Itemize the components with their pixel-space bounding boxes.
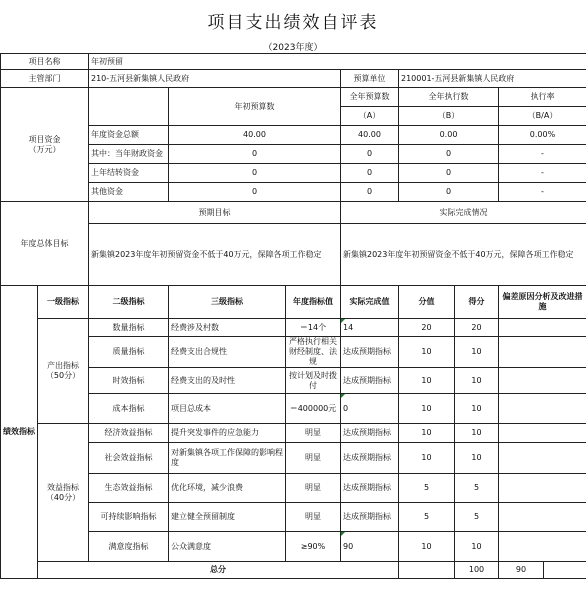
project-name-value: 年初预留 <box>89 54 586 70</box>
initial-budget-header: 年初预算数 <box>169 88 341 126</box>
fund-annual: 0 <box>341 164 399 183</box>
page-title: 项目支出绩效自评表 <box>207 13 379 33</box>
target-cell: 明显 <box>286 443 341 474</box>
level3-cell: 优化环境，减少浪费 <box>169 474 286 503</box>
reason-cell <box>499 443 586 474</box>
funds-label: 项目资金 （万元） <box>1 88 89 202</box>
indicator-row <box>1 319 586 337</box>
output-indicator-label: 产出指标（50分） <box>38 319 89 424</box>
reason-cell <box>499 368 586 394</box>
department-row <box>1 70 586 88</box>
level3-cell: 项目总成本 <box>169 394 286 424</box>
fund-rate: - <box>499 145 586 164</box>
fund-initial: 0 <box>169 164 341 183</box>
level2-cell: 时效指标 <box>89 368 169 394</box>
goals-label: 年度总体目标 <box>1 202 89 286</box>
project-name-label: 项目名称 <box>1 54 89 70</box>
score-cell: 10 <box>455 443 499 474</box>
budget-unit-label: 预算单位 <box>341 70 399 88</box>
indicators-label: 绩效指标 <box>1 286 38 579</box>
indicator-row <box>1 424 586 443</box>
fund-initial: 0 <box>169 183 341 202</box>
indicators-header-row <box>1 286 586 319</box>
department-label: 主管部门 <box>1 70 89 88</box>
total-label: 总分 <box>38 562 399 579</box>
score-cell: 10 <box>455 424 499 443</box>
target-cell: 明显 <box>286 474 341 503</box>
evaluation-table <box>0 53 586 579</box>
target-cell: 按计划及时拨付 <box>286 368 341 394</box>
level2-header: 二级指标 <box>89 286 169 319</box>
actual-value-cell: 达成预期指标 <box>341 337 399 368</box>
level2-cell: 可持续影响指标 <box>89 503 169 532</box>
goals-header-row <box>1 202 586 224</box>
level3-cell: 经费支出合规性 <box>169 337 286 368</box>
target-cell: ＝14个 <box>286 319 341 337</box>
reason-cell <box>499 337 586 368</box>
goals-content-row <box>1 224 586 286</box>
funds-row <box>1 126 586 145</box>
indicator-row <box>1 503 586 532</box>
fund-executed: 0 <box>399 164 499 183</box>
full-score-cell: 10 <box>399 532 455 562</box>
benefit-indicator-label: 效益指标（40分） <box>38 424 89 562</box>
actual-value-header: 实际完成值 <box>341 286 399 319</box>
fund-initial: 40.00 <box>169 126 341 145</box>
actual-value-cell: 达成预期指标 <box>341 503 399 532</box>
level2-cell: 满意度指标 <box>89 532 169 562</box>
score-cell: 10 <box>455 368 499 394</box>
target-cell: 明显 <box>286 424 341 443</box>
actual-value-cell: 达成预期指标 <box>341 443 399 474</box>
full-score-cell: 10 <box>399 368 455 394</box>
target-cell: 明显 <box>286 503 341 532</box>
expected-goal-header: 预期目标 <box>89 202 341 224</box>
annual-budget-code: （A） <box>341 107 399 126</box>
actual-value-cell: 14 <box>341 319 399 337</box>
level2-cell: 经济效益指标 <box>89 424 169 443</box>
indicator-row <box>1 474 586 503</box>
level2-cell: 成本指标 <box>89 394 169 424</box>
full-score-cell: 10 <box>399 394 455 424</box>
actual-value-cell: 达成预期指标 <box>341 474 399 503</box>
rate-code: （B/A） <box>499 107 586 126</box>
fund-name: 其他资金 <box>89 183 169 202</box>
full-score-cell: 20 <box>399 319 455 337</box>
score-cell: 10 <box>455 532 499 562</box>
indicator-row <box>1 368 586 394</box>
actual-value-cell: 达成预期指标 <box>341 424 399 443</box>
actual-value-cell: 90 <box>341 532 399 562</box>
deviation-reason-header: 偏差原因分析及改进措施 <box>499 286 586 319</box>
target-cell: 严格执行相关财经制度、法规 <box>286 337 341 368</box>
reason-cell <box>499 319 586 337</box>
fund-rate: 0.00% <box>499 126 586 145</box>
indicator-row <box>1 532 586 562</box>
fund-executed: 0.00 <box>399 126 499 145</box>
level3-cell: 公众满意度 <box>169 532 286 562</box>
full-score-cell: 5 <box>399 474 455 503</box>
score-cell: 5 <box>455 503 499 532</box>
level3-cell: 经费涉及村数 <box>169 319 286 337</box>
fund-rate: - <box>499 164 586 183</box>
target-cell: ≥90% <box>286 532 341 562</box>
funds-row <box>1 145 586 164</box>
actual-result-text: 新集镇2023年度年初预留资金不低于40万元，保障各项工作稳定 <box>341 224 586 286</box>
fund-executed: 0 <box>399 145 499 164</box>
target-cell: ＝400000元 <box>286 394 341 424</box>
annual-budget-header: 全年预算数 <box>341 88 399 107</box>
target-header: 年度指标值 <box>286 286 341 319</box>
total-reason-blank <box>544 562 586 579</box>
total-row <box>1 562 586 579</box>
fund-rate: - <box>499 183 586 202</box>
fund-name: 其中：当年财政资金 <box>89 145 169 164</box>
budget-unit-value: 210001-五河县新集镇人民政府 <box>399 70 586 88</box>
indicator-row <box>1 394 586 424</box>
reason-cell <box>499 424 586 443</box>
score-cell: 10 <box>455 394 499 424</box>
level3-cell: 经费支出的及时性 <box>169 368 286 394</box>
full-score-header: 分值 <box>399 286 455 319</box>
fund-annual: 0 <box>341 145 399 164</box>
actual-result-header: 实际完成情况 <box>341 202 586 224</box>
project-name-row <box>1 54 586 70</box>
total-full-score: 100 <box>455 562 499 579</box>
funds-header-blank <box>89 88 169 126</box>
funds-header-row-1 <box>1 88 586 107</box>
fund-annual: 40.00 <box>341 126 399 145</box>
level3-cell: 对新集镇各项工作保障的影响程度 <box>169 443 286 474</box>
executed-code: （B） <box>399 107 499 126</box>
expected-goal-text: 新集镇2023年度年初预留资金不低于40万元，保障各项工作稳定 <box>89 224 341 286</box>
score-cell: 20 <box>455 319 499 337</box>
full-score-cell: 10 <box>399 337 455 368</box>
level3-cell: 建立健全预留制度 <box>169 503 286 532</box>
score-cell: 10 <box>455 337 499 368</box>
total-blank <box>399 562 455 579</box>
fund-initial: 0 <box>169 145 341 164</box>
full-score-cell: 10 <box>399 424 455 443</box>
fund-annual: 0 <box>341 183 399 202</box>
level2-cell: 质量指标 <box>89 337 169 368</box>
executed-header: 全年执行数 <box>399 88 499 107</box>
score-header: 得分 <box>455 286 499 319</box>
year-label: （2023年度） <box>263 43 323 53</box>
reason-cell <box>499 503 586 532</box>
reason-cell <box>499 532 586 562</box>
full-score-cell: 5 <box>399 503 455 532</box>
indicator-row <box>1 337 586 368</box>
level2-cell: 数量指标 <box>89 319 169 337</box>
full-score-cell: 10 <box>399 443 455 474</box>
total-score: 90 <box>499 562 544 579</box>
fund-name: 年度资金总额 <box>89 126 169 145</box>
funds-row <box>1 164 586 183</box>
level2-cell: 生态效益指标 <box>89 474 169 503</box>
funds-row <box>1 183 586 202</box>
level3-header: 三级指标 <box>169 286 286 319</box>
reason-cell <box>499 474 586 503</box>
fund-name: 上年结转资金 <box>89 164 169 183</box>
actual-value-cell: 达成预期指标 <box>341 368 399 394</box>
level1-header: 一级指标 <box>38 286 89 319</box>
actual-value-cell: 0 <box>341 394 399 424</box>
fund-executed: 0 <box>399 183 499 202</box>
score-cell: 5 <box>455 474 499 503</box>
department-value: 210-五河县新集镇人民政府 <box>89 70 341 88</box>
indicator-row <box>1 443 586 474</box>
rate-header: 执行率 <box>499 88 586 107</box>
level3-cell: 提升突发事件的应急能力 <box>169 424 286 443</box>
reason-cell <box>499 394 586 424</box>
level2-cell: 社会效益指标 <box>89 443 169 474</box>
